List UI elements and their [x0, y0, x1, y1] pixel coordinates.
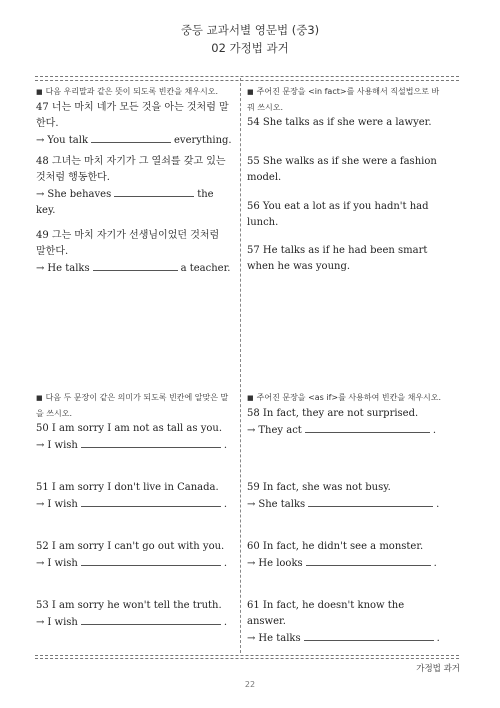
instruction-2: ■ 주어진 문장을 <in fact>를 사용해서 직설법으로 바꿔 쓰시오. — [247, 87, 440, 112]
answer-60: → He looks . — [247, 555, 443, 572]
question-55: 55 She walks as if she were a fashion model. — [247, 156, 437, 183]
top-divider-2 — [35, 80, 459, 81]
instruction-4: ■ 주어진 문장을 <as if>를 사용하여 빈칸을 채우시오. — [247, 393, 442, 402]
column-divider — [240, 78, 241, 653]
footer-label: 가정법 과거 — [416, 664, 460, 674]
answer-61: → He talks . — [247, 630, 443, 647]
bullet-square-icon: ■ — [247, 394, 254, 402]
question-block-48 — [36, 154, 232, 219]
question-block-52 — [36, 539, 232, 572]
question-block-59 — [247, 480, 443, 513]
question-block-51 — [36, 480, 232, 513]
question-47: 47 너는 마치 네가 모든 것을 아는 것처럼 말한다. — [36, 102, 229, 129]
question-block-53 — [36, 598, 232, 631]
question-50: 50 I am sorry I am not as tall as you. — [36, 423, 222, 434]
page-number: 22 — [244, 680, 256, 689]
answer-blank-52[interactable] — [81, 555, 221, 566]
bottom-divider — [35, 655, 459, 656]
answer-51: → I wish . — [36, 496, 232, 513]
answer-blank-59[interactable] — [308, 496, 433, 507]
arrow-icon: → — [36, 558, 45, 569]
arrow-icon: → — [247, 425, 256, 436]
question-48: 48 그녀는 마치 자기가 그 열쇠를 갖고 있는 것처럼 행동한다. — [36, 156, 226, 183]
book-title: 중등 교과서별 영문법 (중3) — [180, 23, 320, 37]
answer-blank-53[interactable] — [81, 614, 221, 625]
arrow-icon: → — [36, 189, 45, 200]
question-51: 51 I am sorry I don't live in Canada. — [36, 482, 219, 493]
answer-blank-58[interactable] — [305, 422, 430, 433]
instruction-3: ■ 다음 두 문장이 같은 의미가 되도록 빈칸에 알맞은 말을 쓰시오. — [36, 393, 229, 418]
answer-blank-49[interactable] — [93, 260, 178, 271]
question-49: 49 그는 마치 자기가 선생님이었던 것처럼 말한다. — [36, 230, 220, 257]
question-53: 53 I am sorry he won't tell the truth. — [36, 600, 222, 611]
answer-blank-61[interactable] — [304, 630, 434, 641]
instruction-1: ■ 다음 우리말과 같은 뜻이 되도록 빈칸을 채우시오. — [36, 87, 218, 96]
answer-48: → She behaves the key. — [36, 186, 232, 219]
chapter-title: 02 가정법 과거 — [211, 41, 289, 55]
bottom-divider-2 — [35, 658, 459, 659]
question-61: 61 In fact, he doesn't know the answer. — [247, 600, 405, 627]
question-52: 52 I am sorry I can't go out with you. — [36, 541, 225, 552]
arrow-icon: → — [36, 617, 45, 628]
question-59: 59 In fact, she was not busy. — [247, 482, 391, 493]
question-block-55 — [247, 154, 443, 186]
arrow-icon: → — [36, 440, 45, 451]
section-3 — [36, 390, 232, 454]
answer-53: → I wish . — [36, 614, 232, 631]
arrow-icon: → — [247, 633, 256, 644]
question-block-49 — [36, 228, 232, 277]
question-block-57 — [247, 243, 443, 275]
bullet-square-icon: ■ — [36, 88, 43, 96]
question-block-60 — [247, 539, 443, 572]
answer-blank-60[interactable] — [306, 555, 431, 566]
answer-47: → You talk everything. — [36, 132, 232, 149]
answer-blank-47[interactable] — [91, 132, 171, 143]
section-1 — [36, 84, 232, 149]
question-block-56 — [247, 199, 443, 231]
answer-blank-48[interactable] — [114, 186, 194, 197]
answer-58: → They act . — [247, 422, 443, 439]
question-58: 58 In fact, they are not surprised. — [247, 408, 419, 419]
answer-50: → I wish . — [36, 437, 232, 454]
arrow-icon: → — [36, 135, 45, 146]
section-4 — [247, 390, 443, 439]
arrow-icon: → — [36, 263, 45, 274]
arrow-icon: → — [247, 499, 256, 510]
question-56: 56 You eat a lot as if you hadn't had lunch. — [247, 201, 429, 228]
arrow-icon: → — [36, 499, 45, 510]
bullet-square-icon: ■ — [247, 88, 254, 96]
question-57: 57 He talks as if he had been smart when he was young. — [247, 245, 428, 272]
section-2 — [247, 84, 443, 131]
answer-59: → She talks . — [247, 496, 443, 513]
question-54: 54 She talks as if she were a lawyer. — [247, 117, 432, 128]
top-divider — [35, 76, 459, 77]
arrow-icon: → — [247, 558, 256, 569]
answer-blank-50[interactable] — [81, 437, 221, 448]
question-block-61 — [247, 598, 443, 647]
answer-52: → I wish . — [36, 555, 232, 572]
answer-49: → He talks a teacher. — [36, 260, 232, 277]
answer-blank-51[interactable] — [81, 496, 221, 507]
bullet-square-icon: ■ — [36, 394, 43, 402]
question-60: 60 In fact, he didn't see a monster. — [247, 541, 424, 552]
